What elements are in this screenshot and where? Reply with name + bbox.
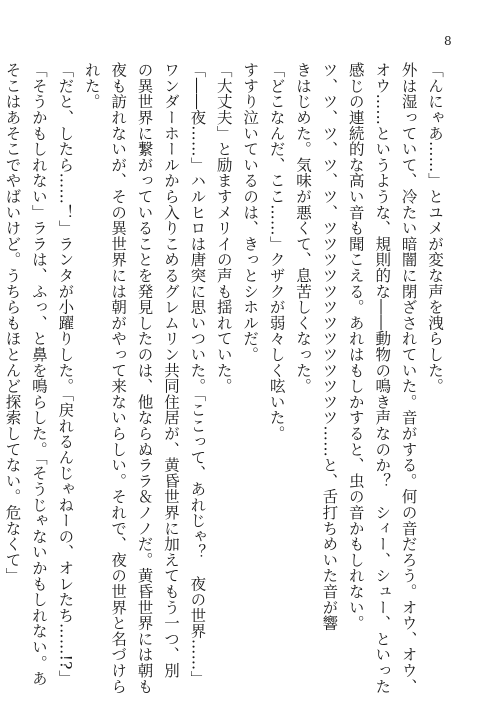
text-line: ツ、ツ、ツ、ツ、ツ、ツツツツツツツツツツツツツ……と、舌打ちめいた音が響 (320, 62, 339, 631)
text-line: 外は湿っていて、冷たい暗闇に閉ざされていた。音がする。何の音だろう。オウ、オウ、 (399, 62, 418, 694)
text-line: 「そうかもしれない」ララは、ふっ、と鼻を鳴らした。「そうじゃないかもしれない。あ (29, 62, 48, 687)
text-line: オウ……というような、規則的な――動物の鳴き声なのか？ シィー、シュー、といった (373, 62, 392, 694)
text-line: すすり泣いているのは、きっとシホルだ。 (241, 62, 260, 363)
text-line: 夜も訪れないが、その異世界には朝がやって来ないらしい。それで、夜の世界と名づけら (109, 62, 128, 694)
page-number: 8 (444, 34, 452, 48)
text-line: 「どこなんだ、ここ……」クザクが弱々しく呟いた。 (267, 62, 286, 442)
text-line: 感じの連続的な高い音も聞こえる。あれはもしかすると、虫の音かもしれない。 (346, 62, 365, 631)
text-line: 「――夜……」ハルヒロは唐突に思いついた。「ここって、あれじゃ？ 夜の世界……」 (188, 62, 207, 687)
text-line: ワンダーホールから入りこめるグレムリン共同住居が、黄昏世界に加えてもう一つ、別 (161, 62, 180, 679)
text-line: 「んにゃあ……」とユメが変な声を洩らした。 (426, 62, 444, 394)
text-line: きはじめた。気味が悪くて、息苦しくなった。 (293, 62, 312, 394)
novel-text-block (0, 62, 448, 694)
text-line: の異世界に繋がっていることを発見したのは、他ならぬララ＆ノノだ。黄昏世界には朝も (135, 62, 154, 694)
text-line: そこはあそこでやばいけど。うちらもほとんど探索してない。危なくて」 (3, 62, 22, 584)
text-line: 「大丈夫」と励ますメリイの声も揺れていた。 (214, 62, 233, 394)
text-line: れた。 (82, 62, 101, 110)
text-line: 「だと、したら……！」ランタが小躍りした。「戻れるんじゃねーの、オレたち……!?」 (56, 62, 75, 686)
